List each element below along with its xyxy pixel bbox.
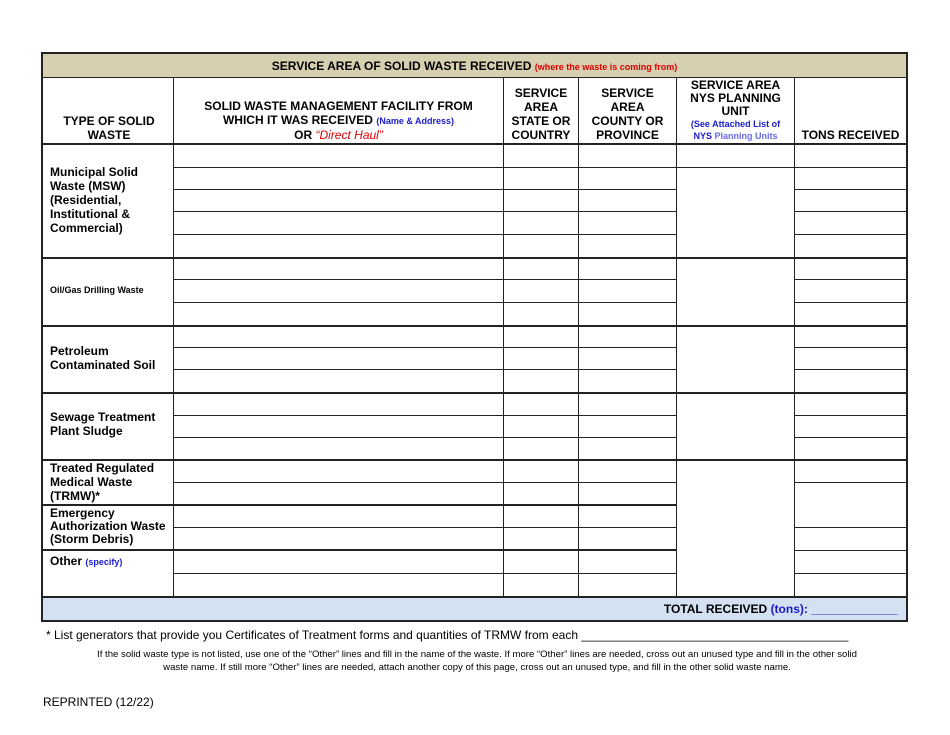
group-divider [43, 504, 677, 506]
group-divider [43, 549, 677, 551]
instructions: If the solid waste type is not listed, use one of the “Other” lines and fill in the name of the waste. If more “Other” lines are needed, cross out an unused type and fill in the other solid waste name. If still more “Other” lines are needed, attach another copy of this page, cross out an unused type, and fill in the other solid waste name. [97, 649, 857, 673]
group-divider [43, 325, 906, 327]
header-county: SERVICE AREA COUNTY OR PROVINCE [591, 86, 664, 142]
col-divider [794, 144, 795, 598]
row-line [795, 167, 906, 168]
waste-type-trmw: Treated Regulated Medical Waste (TRMW)* [50, 461, 155, 503]
group-divider [43, 459, 906, 461]
header-tons: TONS RECEIVED [801, 128, 900, 142]
row-line [795, 302, 906, 303]
total-blank[interactable]: _____________ [811, 602, 898, 616]
col-divider [676, 78, 677, 144]
waste-type-emergency: Emergency Authorization Waste (Storm Debris) [50, 506, 166, 546]
row-line [677, 167, 794, 168]
row-line [174, 573, 677, 574]
header-nys: SERVICE AREA NYS PLANNING UNIT (See Attached List of NYS Planning Units [690, 78, 781, 141]
col-divider [173, 144, 174, 598]
row-line [174, 279, 677, 280]
col-divider [503, 78, 504, 144]
total-label: TOTAL RECEIVED [663, 602, 768, 616]
table-title [43, 54, 906, 78]
row-line [795, 437, 906, 438]
row-line [795, 189, 906, 190]
row-line [795, 279, 906, 280]
row-line [795, 527, 906, 528]
row-line [795, 369, 906, 370]
row-line [174, 302, 677, 303]
row-line [795, 482, 906, 483]
col-divider [578, 78, 579, 144]
row-line [795, 573, 906, 574]
row-line [174, 527, 677, 528]
table-title-main: SERVICE AREA OF SOLID WASTE RECEIVED [271, 59, 532, 73]
row-line [174, 189, 677, 190]
row-line [174, 347, 677, 348]
row-line [174, 234, 677, 235]
waste-type-petroleum: Petroleum Contaminated Soil [50, 344, 156, 372]
header-state: SERVICE AREA STATE OR COUNTRY [511, 86, 571, 142]
header-facility: SOLID WASTE MANAGEMENT FACILITY FROM WHICH IT WAS RECEIVED (Name & Address) OR “Direct Haul” [204, 99, 473, 142]
group-divider [43, 392, 906, 394]
form-table [41, 52, 908, 622]
waste-type-sewage: Sewage Treatment Plant Sludge [50, 410, 156, 438]
row-line [795, 415, 906, 416]
row-line [174, 482, 677, 483]
total-row [43, 598, 906, 620]
col-divider [173, 78, 174, 144]
header-type: TYPE OF SOLID WASTE [63, 114, 155, 142]
row-line [174, 211, 677, 212]
row-line [174, 167, 677, 168]
row-line [174, 437, 677, 438]
reprinted-label: REPRINTED (12/22) [43, 695, 154, 709]
group-divider [43, 257, 906, 259]
waste-type-oilgas: Oil/Gas Drilling Waste [50, 285, 144, 295]
table-title-sub: (where the waste is coming from) [534, 62, 678, 72]
row-line [795, 550, 906, 551]
col-divider [794, 78, 795, 144]
waste-type-other: Other (specify) [50, 554, 123, 568]
footnote: * List generators that provide you Certificates of Treatment forms and quantities of TRMW from each ________________________________________ [46, 628, 849, 642]
col-divider [578, 144, 579, 598]
row-line [795, 211, 906, 212]
col-divider [676, 144, 677, 598]
row-line [174, 415, 677, 416]
row-line [795, 347, 906, 348]
total-unit: (tons): [770, 602, 808, 616]
waste-type-msw: Municipal Solid Waste (MSW) (Residential, Institutional & Commercial) [50, 165, 139, 235]
row-line [174, 369, 677, 370]
col-divider [503, 144, 504, 598]
row-line [795, 234, 906, 235]
